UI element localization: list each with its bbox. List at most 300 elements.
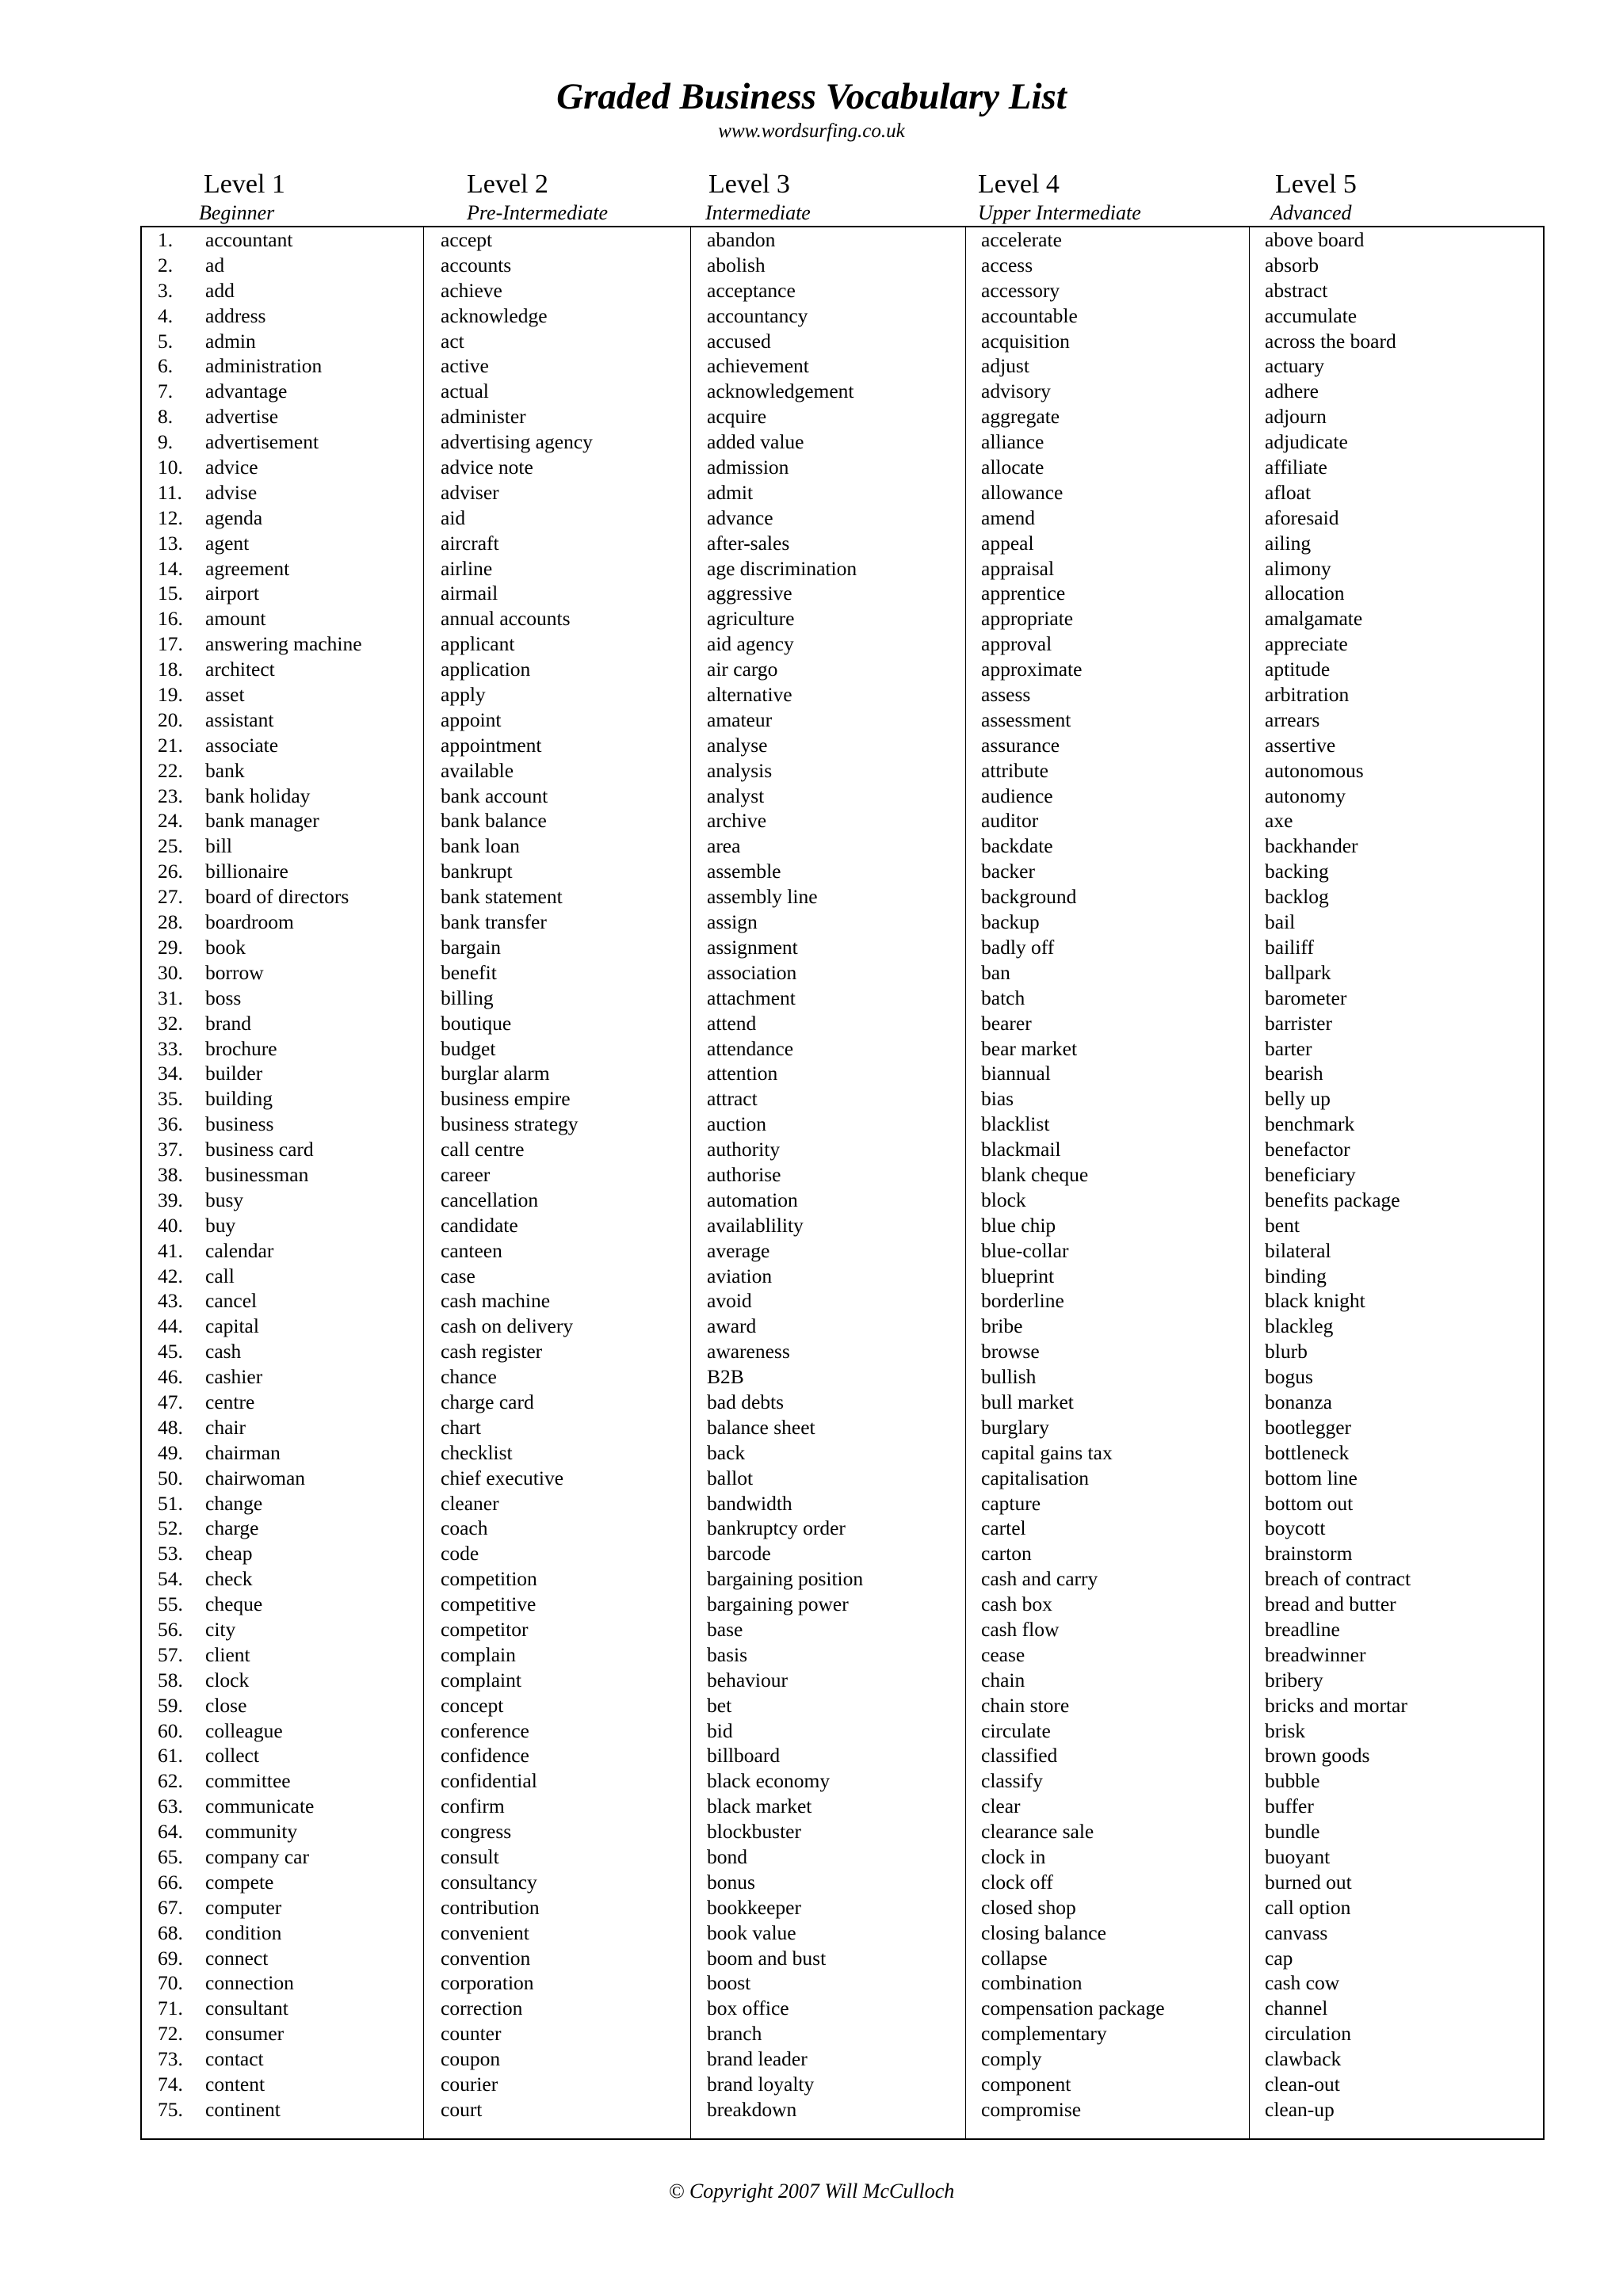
word-level-1: architect — [205, 658, 275, 681]
word-level-5: bent — [1265, 1213, 1300, 1237]
word-level-2: cleaner — [441, 1491, 499, 1515]
word-level-4: bearer — [981, 1011, 1032, 1035]
word-level-4: cash and carry — [981, 1567, 1098, 1591]
table-row — [142, 1768, 1543, 1794]
word-level-5: axe — [1265, 809, 1293, 833]
word-level-4: allocate — [981, 456, 1044, 479]
word-level-3: average — [707, 1238, 770, 1262]
word-level-5: appreciate — [1265, 632, 1348, 656]
word-level-1: client — [205, 1642, 250, 1666]
word-level-5: affiliate — [1265, 456, 1327, 479]
word-level-1: builder — [205, 1062, 263, 1085]
word-level-3: agriculture — [707, 607, 795, 631]
word-level-3: ballot — [707, 1466, 754, 1489]
word-level-3: attachment — [707, 986, 796, 1009]
word-level-1: bank holiday — [205, 784, 311, 807]
word-level-2: cancellation — [441, 1188, 539, 1211]
word-level-3: amateur — [707, 707, 773, 731]
table-row — [142, 1238, 1543, 1264]
word-level-1: accountant — [205, 228, 293, 251]
word-level-2: case — [441, 1264, 475, 1287]
row-number: 64. — [158, 1820, 183, 1844]
word-level-3: back — [707, 1440, 746, 1464]
word-level-1: billionaire — [205, 860, 288, 883]
table-row — [142, 1718, 1543, 1744]
word-level-3: authorise — [707, 1162, 781, 1186]
row-number: 54. — [158, 1567, 183, 1591]
word-level-2: conference — [441, 1718, 529, 1742]
word-level-4: capital gains tax — [981, 1440, 1113, 1464]
word-level-1: borrow — [205, 960, 264, 984]
word-level-3: authority — [707, 1138, 781, 1161]
row-number: 56. — [158, 1617, 183, 1641]
word-level-4: bullish — [981, 1365, 1037, 1389]
word-level-1: busy — [205, 1188, 244, 1211]
word-level-3: added value — [707, 430, 804, 454]
word-level-1: advertisement — [205, 430, 319, 454]
word-level-5: bottom line — [1265, 1466, 1358, 1489]
level-name: Level 2 — [467, 170, 548, 199]
word-level-2: budget — [441, 1036, 496, 1060]
word-level-3: behaviour — [707, 1668, 788, 1691]
word-level-1: city — [205, 1617, 236, 1641]
word-level-5: bricks and mortar — [1265, 1693, 1407, 1717]
row-number: 16. — [158, 607, 183, 631]
word-level-2: adviser — [441, 480, 499, 504]
word-level-2: airline — [441, 556, 493, 580]
word-level-5: adjudicate — [1265, 430, 1348, 454]
word-level-5: aforesaid — [1265, 505, 1339, 529]
word-level-3: bargaining position — [707, 1567, 864, 1591]
table-row — [142, 1491, 1543, 1516]
table-row — [142, 1213, 1543, 1238]
word-level-4: bear market — [981, 1036, 1078, 1060]
word-level-3: bet — [707, 1693, 732, 1717]
word-level-2: bank transfer — [441, 910, 547, 934]
table-row — [142, 1895, 1543, 1920]
word-level-5: alimony — [1265, 556, 1331, 580]
word-level-5: aptitude — [1265, 658, 1331, 681]
word-level-3: auction — [707, 1112, 767, 1136]
row-number: 53. — [158, 1542, 183, 1566]
table-row — [142, 1364, 1543, 1390]
row-number: 40. — [158, 1213, 183, 1237]
row-number: 8. — [158, 405, 174, 429]
row-number: 33. — [158, 1036, 183, 1060]
word-level-3: assignment — [707, 935, 798, 959]
row-number: 20. — [158, 707, 183, 731]
word-level-2: confidence — [441, 1744, 529, 1768]
word-level-5: bundle — [1265, 1820, 1320, 1844]
word-level-3: branch — [707, 2022, 762, 2046]
table-row — [142, 1642, 1543, 1668]
word-level-3: brand leader — [707, 2047, 808, 2071]
row-number: 46. — [158, 1365, 183, 1389]
table-row — [142, 1314, 1543, 1339]
word-level-2: correction — [441, 1997, 523, 2020]
word-level-2: application — [441, 658, 531, 681]
word-level-1: boardroom — [205, 910, 294, 934]
word-level-1: check — [205, 1567, 253, 1591]
word-level-1: address — [205, 303, 266, 327]
table-row — [142, 1036, 1543, 1062]
word-level-4: audience — [981, 784, 1053, 807]
word-level-2: complaint — [441, 1668, 521, 1691]
table-row — [142, 682, 1543, 707]
word-level-4: chain — [981, 1668, 1025, 1691]
word-level-2: competitive — [441, 1592, 537, 1616]
word-level-5: actuary — [1265, 354, 1325, 378]
word-level-5: channel — [1265, 1997, 1328, 2020]
table-row — [142, 253, 1543, 278]
word-level-4: appeal — [981, 531, 1034, 555]
word-level-3: attract — [707, 1087, 758, 1111]
row-number: 21. — [158, 733, 183, 757]
table-row — [142, 733, 1543, 758]
word-level-2: checklist — [441, 1440, 513, 1464]
word-level-2: burglar alarm — [441, 1062, 550, 1085]
word-level-1: asset — [205, 683, 245, 707]
table-row — [142, 2097, 1543, 2122]
table-row — [142, 505, 1543, 531]
row-number: 32. — [158, 1011, 183, 1035]
word-level-2: accounts — [441, 253, 512, 277]
word-level-4: closing balance — [981, 1920, 1106, 1944]
word-level-3: abandon — [707, 228, 776, 251]
row-number: 28. — [158, 910, 183, 934]
word-level-5: above board — [1265, 228, 1365, 251]
word-level-1: chairman — [205, 1440, 281, 1464]
word-level-4: appraisal — [981, 556, 1055, 580]
row-number: 31. — [158, 986, 183, 1009]
row-number: 57. — [158, 1642, 183, 1666]
word-level-1: collect — [205, 1744, 259, 1768]
word-level-4: access — [981, 253, 1033, 277]
table-row — [142, 1920, 1543, 1946]
word-level-4: background — [981, 885, 1077, 909]
word-level-5: bribery — [1265, 1668, 1323, 1691]
word-level-4: bull market — [981, 1390, 1074, 1413]
word-level-5: beneficiary — [1265, 1162, 1356, 1186]
word-level-1: building — [205, 1087, 273, 1111]
word-level-2: counter — [441, 2022, 502, 2046]
table-row — [142, 784, 1543, 809]
word-level-2: administer — [441, 405, 526, 429]
word-level-5: buffer — [1265, 1794, 1314, 1818]
level-subtitle: Advanced — [1270, 201, 1352, 224]
row-number: 55. — [158, 1592, 183, 1616]
word-level-5: blackleg — [1265, 1314, 1334, 1338]
level-name: Level 3 — [708, 170, 790, 199]
word-level-1: bank manager — [205, 809, 319, 833]
word-level-2: courier — [441, 2073, 498, 2096]
word-level-2: appoint — [441, 707, 502, 731]
row-number: 37. — [158, 1138, 183, 1161]
word-level-5: adhere — [1265, 379, 1319, 403]
word-level-3: book value — [707, 1920, 796, 1944]
word-level-4: backup — [981, 910, 1040, 934]
row-number: 25. — [158, 834, 183, 858]
word-level-1: business card — [205, 1138, 314, 1161]
word-level-1: calendar — [205, 1238, 274, 1262]
word-level-5: brown goods — [1265, 1744, 1370, 1768]
word-level-2: boutique — [441, 1011, 512, 1035]
row-number: 38. — [158, 1162, 183, 1186]
word-level-2: business strategy — [441, 1112, 579, 1136]
word-level-2: bank loan — [441, 834, 520, 858]
row-number: 4. — [158, 303, 174, 327]
word-level-2: available — [441, 758, 514, 782]
word-level-4: aggregate — [981, 405, 1060, 429]
row-number: 47. — [158, 1390, 183, 1413]
word-level-3: bonus — [707, 1870, 755, 1894]
word-level-4: cash flow — [981, 1617, 1060, 1641]
table-row — [142, 278, 1543, 303]
word-level-5: ballpark — [1265, 960, 1331, 984]
word-level-3: age discrimination — [707, 556, 857, 580]
table-row — [142, 1466, 1543, 1491]
word-level-4: clock in — [981, 1845, 1046, 1868]
row-number: 59. — [158, 1693, 183, 1717]
word-level-5: bonanza — [1265, 1390, 1332, 1413]
word-level-1: associate — [205, 733, 279, 757]
word-level-5: brainstorm — [1265, 1542, 1353, 1566]
word-level-5: breadwinner — [1265, 1642, 1366, 1666]
row-number: 58. — [158, 1668, 183, 1691]
word-level-2: bankrupt — [441, 860, 513, 883]
table-row — [142, 1440, 1543, 1466]
word-level-5: assertive — [1265, 733, 1336, 757]
table-row — [142, 1415, 1543, 1440]
row-number: 15. — [158, 582, 183, 605]
word-level-3: blockbuster — [707, 1820, 801, 1844]
word-level-2: consult — [441, 1845, 499, 1868]
word-level-3: aviation — [707, 1264, 773, 1287]
word-level-2: confirm — [441, 1794, 505, 1818]
table-row — [142, 2046, 1543, 2072]
word-level-1: businessman — [205, 1162, 309, 1186]
word-level-3: B2B — [707, 1365, 744, 1389]
row-number: 74. — [158, 2073, 183, 2096]
level-header-4 — [978, 168, 1141, 225]
word-level-3: brand loyalty — [707, 2073, 815, 2096]
word-level-2: airmail — [441, 582, 498, 605]
row-number: 49. — [158, 1440, 183, 1464]
word-level-4: borderline — [981, 1289, 1064, 1313]
word-level-1: colleague — [205, 1718, 283, 1742]
level-subtitle: Upper Intermediate — [978, 201, 1141, 224]
word-level-1: advantage — [205, 379, 288, 403]
word-level-1: charge — [205, 1516, 259, 1540]
level-subtitle: Pre-Intermediate — [467, 201, 609, 224]
word-level-3: attendance — [707, 1036, 794, 1060]
level-header-5 — [1270, 168, 1357, 225]
row-number: 66. — [158, 1870, 183, 1894]
word-level-3: analyst — [707, 784, 765, 807]
word-level-1: committee — [205, 1769, 291, 1793]
page-title: Graded Business Vocabulary List — [556, 76, 1067, 117]
row-number: 36. — [158, 1112, 183, 1136]
word-level-5: clawback — [1265, 2047, 1342, 2071]
word-level-2: annual accounts — [441, 607, 571, 631]
word-level-3: archive — [707, 809, 767, 833]
word-level-3: air cargo — [707, 658, 778, 681]
table-row — [142, 1743, 1543, 1768]
word-level-4: cease — [981, 1642, 1025, 1666]
word-level-3: availablility — [707, 1213, 804, 1237]
word-level-4: backer — [981, 860, 1035, 883]
word-level-3: bookkeeper — [707, 1895, 801, 1919]
table-row — [142, 2021, 1543, 2046]
word-level-5: abstract — [1265, 278, 1328, 302]
word-level-4: clock off — [981, 1870, 1053, 1894]
word-level-5: bogus — [1265, 1365, 1313, 1389]
word-level-4: accountable — [981, 303, 1078, 327]
word-level-2: billing — [441, 986, 494, 1009]
word-level-3: acquire — [707, 405, 767, 429]
table-row — [142, 707, 1543, 733]
word-level-5: circulation — [1265, 2022, 1352, 2046]
row-number: 2. — [158, 253, 174, 277]
word-level-5: bailiff — [1265, 935, 1314, 959]
table-row — [142, 480, 1543, 505]
word-level-4: batch — [981, 986, 1025, 1009]
word-level-4: chain store — [981, 1693, 1070, 1717]
word-level-4: capture — [981, 1491, 1041, 1515]
word-level-5: allocation — [1265, 582, 1345, 605]
table-row — [142, 1390, 1543, 1415]
word-level-5: blurb — [1265, 1340, 1308, 1363]
word-level-4: block — [981, 1188, 1026, 1211]
word-level-2: actual — [441, 379, 489, 403]
word-level-1: consumer — [205, 2022, 285, 2046]
row-number: 69. — [158, 1946, 183, 1970]
table-body — [142, 227, 1543, 2122]
row-number: 51. — [158, 1491, 183, 1515]
word-level-4: accelerate — [981, 228, 1062, 251]
row-number: 43. — [158, 1289, 183, 1313]
word-level-5: belly up — [1265, 1087, 1331, 1111]
row-number: 5. — [158, 329, 174, 353]
word-level-5: black knight — [1265, 1289, 1365, 1313]
word-level-5: arrears — [1265, 707, 1320, 731]
table-row — [142, 884, 1543, 910]
row-number: 52. — [158, 1516, 183, 1540]
word-level-5: benefactor — [1265, 1138, 1350, 1161]
table-row — [142, 455, 1543, 480]
word-level-1: airport — [205, 582, 259, 605]
row-number: 14. — [158, 556, 183, 580]
word-level-5: backlog — [1265, 885, 1329, 909]
table-row — [142, 1541, 1543, 1566]
word-level-1: consultant — [205, 1997, 288, 2020]
word-level-4: blacklist — [981, 1112, 1050, 1136]
word-level-4: alliance — [981, 430, 1044, 454]
word-level-3: accountancy — [707, 303, 808, 327]
table-row — [142, 303, 1543, 329]
table-row — [142, 1668, 1543, 1693]
word-level-3: attend — [707, 1011, 757, 1035]
word-level-1: cheap — [205, 1542, 253, 1566]
word-level-4: circulate — [981, 1718, 1051, 1742]
word-level-3: assemble — [707, 860, 781, 883]
row-number: 26. — [158, 860, 183, 883]
word-level-4: amend — [981, 505, 1035, 529]
word-level-4: bias — [981, 1087, 1014, 1111]
table-row — [142, 833, 1543, 859]
word-level-3: bandwidth — [707, 1491, 792, 1515]
word-level-4: compensation package — [981, 1997, 1165, 2020]
word-level-3: assembly line — [707, 885, 818, 909]
table-row — [142, 429, 1543, 455]
word-level-1: clock — [205, 1668, 250, 1691]
word-level-1: connection — [205, 1971, 294, 1995]
word-level-5: breadline — [1265, 1617, 1340, 1641]
word-level-1: advice — [205, 456, 258, 479]
word-level-3: award — [707, 1314, 757, 1338]
word-level-3: aid agency — [707, 632, 794, 656]
row-number: 13. — [158, 531, 183, 555]
word-level-2: chart — [441, 1415, 481, 1439]
word-level-5: bearish — [1265, 1062, 1323, 1085]
word-level-3: box office — [707, 1997, 789, 2020]
row-number: 45. — [158, 1340, 183, 1363]
level-subtitle: Intermediate — [705, 201, 811, 224]
row-number: 6. — [158, 354, 174, 378]
table-row — [142, 1996, 1543, 2021]
row-number: 48. — [158, 1415, 183, 1439]
word-level-1: brochure — [205, 1036, 277, 1060]
word-level-4: assurance — [981, 733, 1060, 757]
row-number: 17. — [158, 632, 183, 656]
word-level-5: buoyant — [1265, 1845, 1331, 1868]
table-row — [142, 1112, 1543, 1137]
word-level-3: black market — [707, 1794, 812, 1818]
word-level-5: binding — [1265, 1264, 1327, 1287]
word-level-5: bottom out — [1265, 1491, 1354, 1515]
level-headers — [0, 168, 1623, 225]
vocabulary-table — [140, 226, 1545, 2140]
word-level-4: accessory — [981, 278, 1060, 302]
row-number: 70. — [158, 1971, 183, 1995]
word-level-5: amalgamate — [1265, 607, 1363, 631]
word-level-2: aid — [441, 505, 466, 529]
word-level-3: bankruptcy order — [707, 1516, 846, 1540]
row-number: 35. — [158, 1087, 183, 1111]
word-level-2: cash register — [441, 1340, 543, 1363]
word-level-5: clean-out — [1265, 2073, 1340, 2096]
word-level-3: breakdown — [707, 2097, 797, 2121]
word-level-2: career — [441, 1162, 491, 1186]
word-level-2: appointment — [441, 733, 542, 757]
table-row — [142, 531, 1543, 556]
word-level-2: congress — [441, 1820, 512, 1844]
word-level-5: bootlegger — [1265, 1415, 1352, 1439]
row-number: 65. — [158, 1845, 183, 1868]
row-number: 34. — [158, 1062, 183, 1085]
table-row — [142, 808, 1543, 833]
table-row — [142, 581, 1543, 606]
word-level-2: charge card — [441, 1390, 534, 1413]
table-row — [142, 1592, 1543, 1617]
word-level-1: cheque — [205, 1592, 263, 1616]
word-level-2: accept — [441, 228, 493, 251]
table-row — [142, 1844, 1543, 1870]
row-number: 10. — [158, 456, 183, 479]
level-subtitle: Beginner — [199, 201, 275, 224]
word-level-1: admin — [205, 329, 256, 353]
word-level-4: blue-collar — [981, 1238, 1069, 1262]
